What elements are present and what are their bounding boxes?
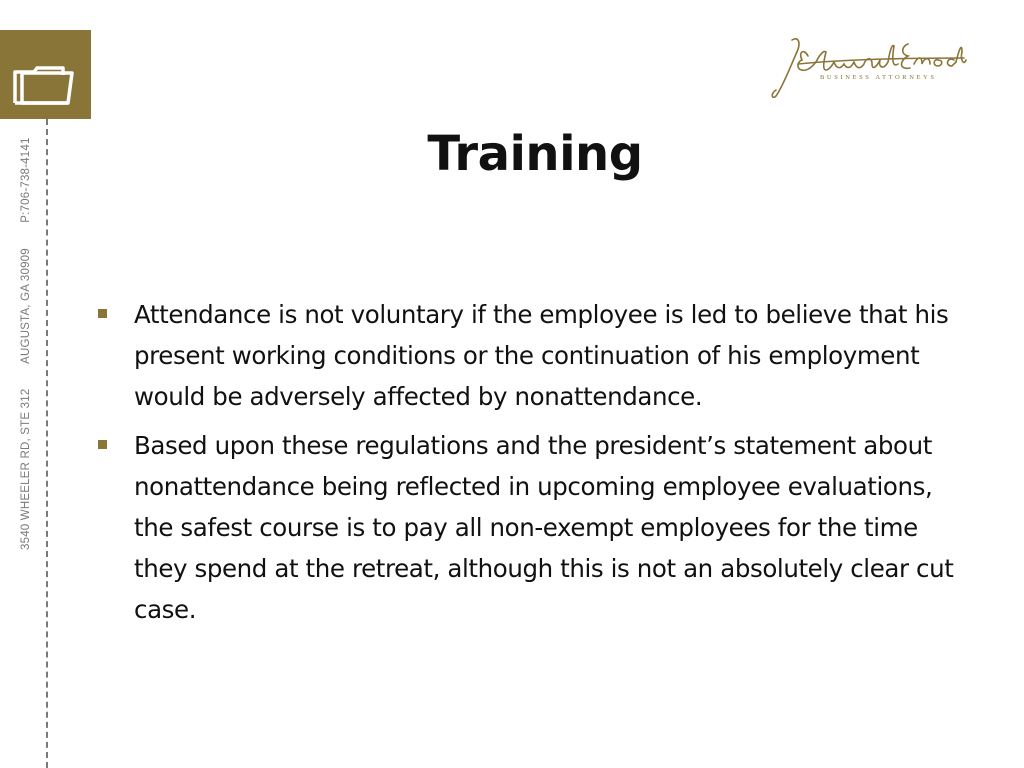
square-bullet-icon	[98, 440, 107, 449]
city-line: AUGUSTA, GA 30909	[20, 248, 32, 364]
address-line: 3540 WHEELER RD, STE 312	[20, 388, 32, 550]
folder-icon	[0, 30, 91, 119]
brand-box	[0, 30, 91, 119]
slide-title: Training	[427, 126, 643, 182]
bullet-text: Attendance is not voluntary if the employee is led to believe that his present working conditions or the continuation of his employment would be adversely affected by nonattendance.	[134, 300, 949, 411]
signature-logo	[768, 34, 968, 104]
sidebar-divider	[46, 119, 48, 768]
bullet-text: Based upon these regulations and the president’s statement about nonattendance being reflected in upcoming employee evaluations, the safest course is to pay all non-exempt employees for the time they spend at the retreat, although this is not an absolutely clear cut case.	[134, 431, 954, 624]
square-bullet-icon	[98, 309, 107, 318]
phone-line: P:706-738-4141	[20, 137, 32, 223]
bullet-item	[96, 294, 976, 417]
logo-tagline: BUSINESS ATTORNEYS	[820, 74, 937, 81]
bullet-item	[96, 425, 976, 630]
firm-logo	[768, 34, 968, 104]
bullet-list	[96, 294, 976, 638]
